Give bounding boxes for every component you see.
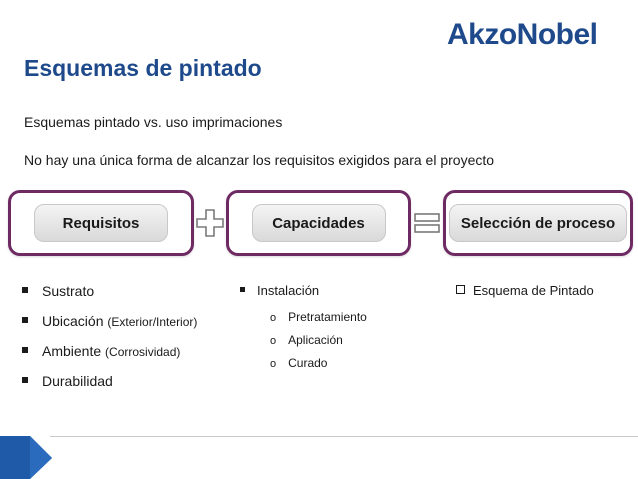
requisitos-box [8,190,194,256]
statement-text: No hay una única forma de alcanzar los requisitos exigidos para el proyecto [24,152,495,168]
requisitos-list [22,283,197,403]
list-item [22,373,197,403]
page-subtitle: Esquemas pintado vs. uso imprimaciones [24,114,283,130]
sub-list-item [240,356,367,370]
seleccion-list [456,283,594,298]
bullet-icon [22,347,28,353]
capacidades-label: Capacidades [252,204,386,242]
circle-bullet-icon: o [270,358,277,370]
item-detail: (Corrosividad) [105,345,181,359]
list-item [240,283,367,298]
item-text: Aplicación [288,333,343,347]
footer-divider [50,436,638,437]
item-detail: (Exterior/Interior) [107,315,198,329]
item-text: Esquema de Pintado [473,283,594,298]
list-item [456,283,594,298]
seleccion-box [443,190,633,256]
capacidades-box [226,190,411,256]
list-item [22,283,197,313]
circle-bullet-icon: o [270,312,277,324]
checkbox-bullet-icon [456,285,465,294]
bullet-icon [22,377,28,383]
capacidades-list [240,283,367,370]
list-item [22,313,197,343]
item-text: Ubicación [42,313,104,329]
plus-icon [196,209,224,237]
logo-text: AkzoNobel [447,18,598,51]
page-title: Esquemas de pintado [24,55,262,81]
bullet-icon [22,317,28,323]
equals-icon [414,210,440,236]
bullet-icon [22,287,28,293]
corner-decoration [0,436,52,479]
item-text: Pretratamiento [288,310,367,324]
item-text: Ambiente [42,343,102,359]
sub-list-item [240,310,367,324]
item-text: Sustrato [42,283,95,299]
requisitos-label: Requisitos [34,204,168,242]
seleccion-label: Selección de proceso [449,204,627,242]
item-text: Durabilidad [42,373,113,389]
item-text: Instalación [257,283,320,298]
circle-bullet-icon: o [270,335,277,347]
sub-list-item [240,333,367,347]
list-item [22,343,197,373]
akzonobel-logo [447,18,617,52]
bullet-icon [240,287,245,292]
item-text: Curado [288,356,328,370]
